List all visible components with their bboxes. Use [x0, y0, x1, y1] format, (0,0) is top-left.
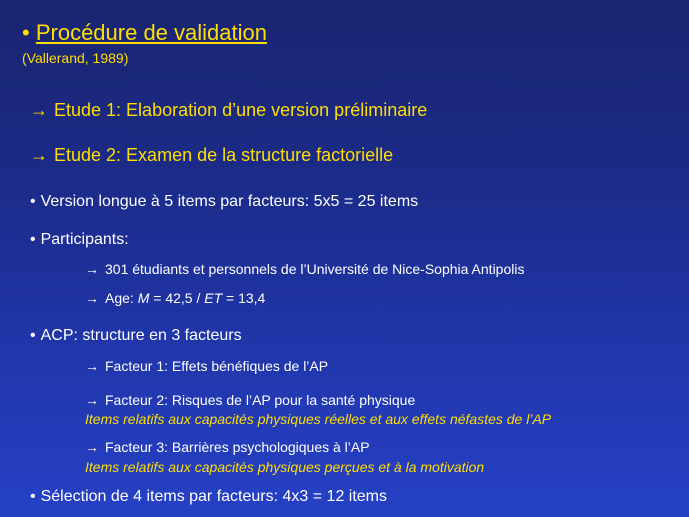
arrow-right-icon: → — [85, 392, 99, 408]
arrow-right-icon: → — [85, 261, 99, 277]
arrow-right-icon: → — [85, 358, 99, 374]
factor-2-text: Facteur 2: Risques de l’AP pour la santé physique — [105, 392, 416, 408]
arrow-right-icon: → — [30, 100, 48, 120]
factor-1 — [85, 358, 328, 374]
study-2 — [30, 145, 393, 166]
slide-title — [22, 20, 267, 46]
bullet-dot: • — [30, 327, 36, 344]
factor-2 — [85, 392, 415, 408]
factor-3-text: Facteur 3: Barrières psychologiques à l’AP — [105, 439, 370, 455]
version-bullet — [30, 193, 418, 211]
participants-text: Participants: — [40, 231, 129, 248]
title-reference: (Vallerand, 1989) — [22, 50, 129, 66]
bullet-dot: • — [30, 193, 36, 210]
mean-symbol: M — [137, 290, 150, 306]
acp-text: ACP: structure en 3 facteurs — [40, 327, 242, 344]
mean-value: = 42,5 / — [149, 290, 205, 306]
title-text: Procédure de validation — [35, 20, 267, 45]
version-text: Version longue à 5 items par facteurs: 5x5 = 25 items — [40, 193, 419, 210]
factor-2-note: Items relatifs aux capacités physiques réelles et aux effets néfastes de l’AP — [85, 411, 552, 427]
participants-detail-1 — [85, 261, 524, 277]
participants-detail-2 — [85, 290, 265, 306]
sd-symbol: ET — [204, 290, 223, 306]
factor-1-text: Facteur 1: Effets bénéfiques de l’AP — [105, 358, 329, 374]
bullet-dot: • — [30, 231, 36, 248]
arrow-right-icon: → — [30, 145, 48, 165]
age-prefix: Age: — [105, 290, 138, 306]
study-2-text: Etude 2: Examen de la structure factorielle — [54, 145, 394, 165]
factor-3 — [85, 439, 370, 455]
sd-value: = 13,4 — [222, 290, 266, 306]
arrow-right-icon: → — [85, 439, 99, 455]
arrow-right-icon: → — [85, 290, 99, 306]
study-1-text: Etude 1: Elaboration d’une version préliminaire — [54, 100, 428, 120]
participants-bullet — [30, 231, 129, 249]
factor-3-note: Items relatifs aux capacités physiques perçues et à la motivation — [85, 459, 485, 475]
selection-text: Sélection de 4 items par facteurs: 4x3 = 12 items — [40, 488, 388, 505]
selection-bullet — [30, 488, 387, 506]
acp-bullet — [30, 327, 242, 345]
participants-detail-1-text: 301 étudiants et personnels de l’Université de Nice-Sophia Antipolis — [105, 261, 525, 277]
title-bullet: • — [22, 20, 30, 45]
study-1 — [30, 100, 427, 121]
bullet-dot: • — [30, 488, 36, 505]
